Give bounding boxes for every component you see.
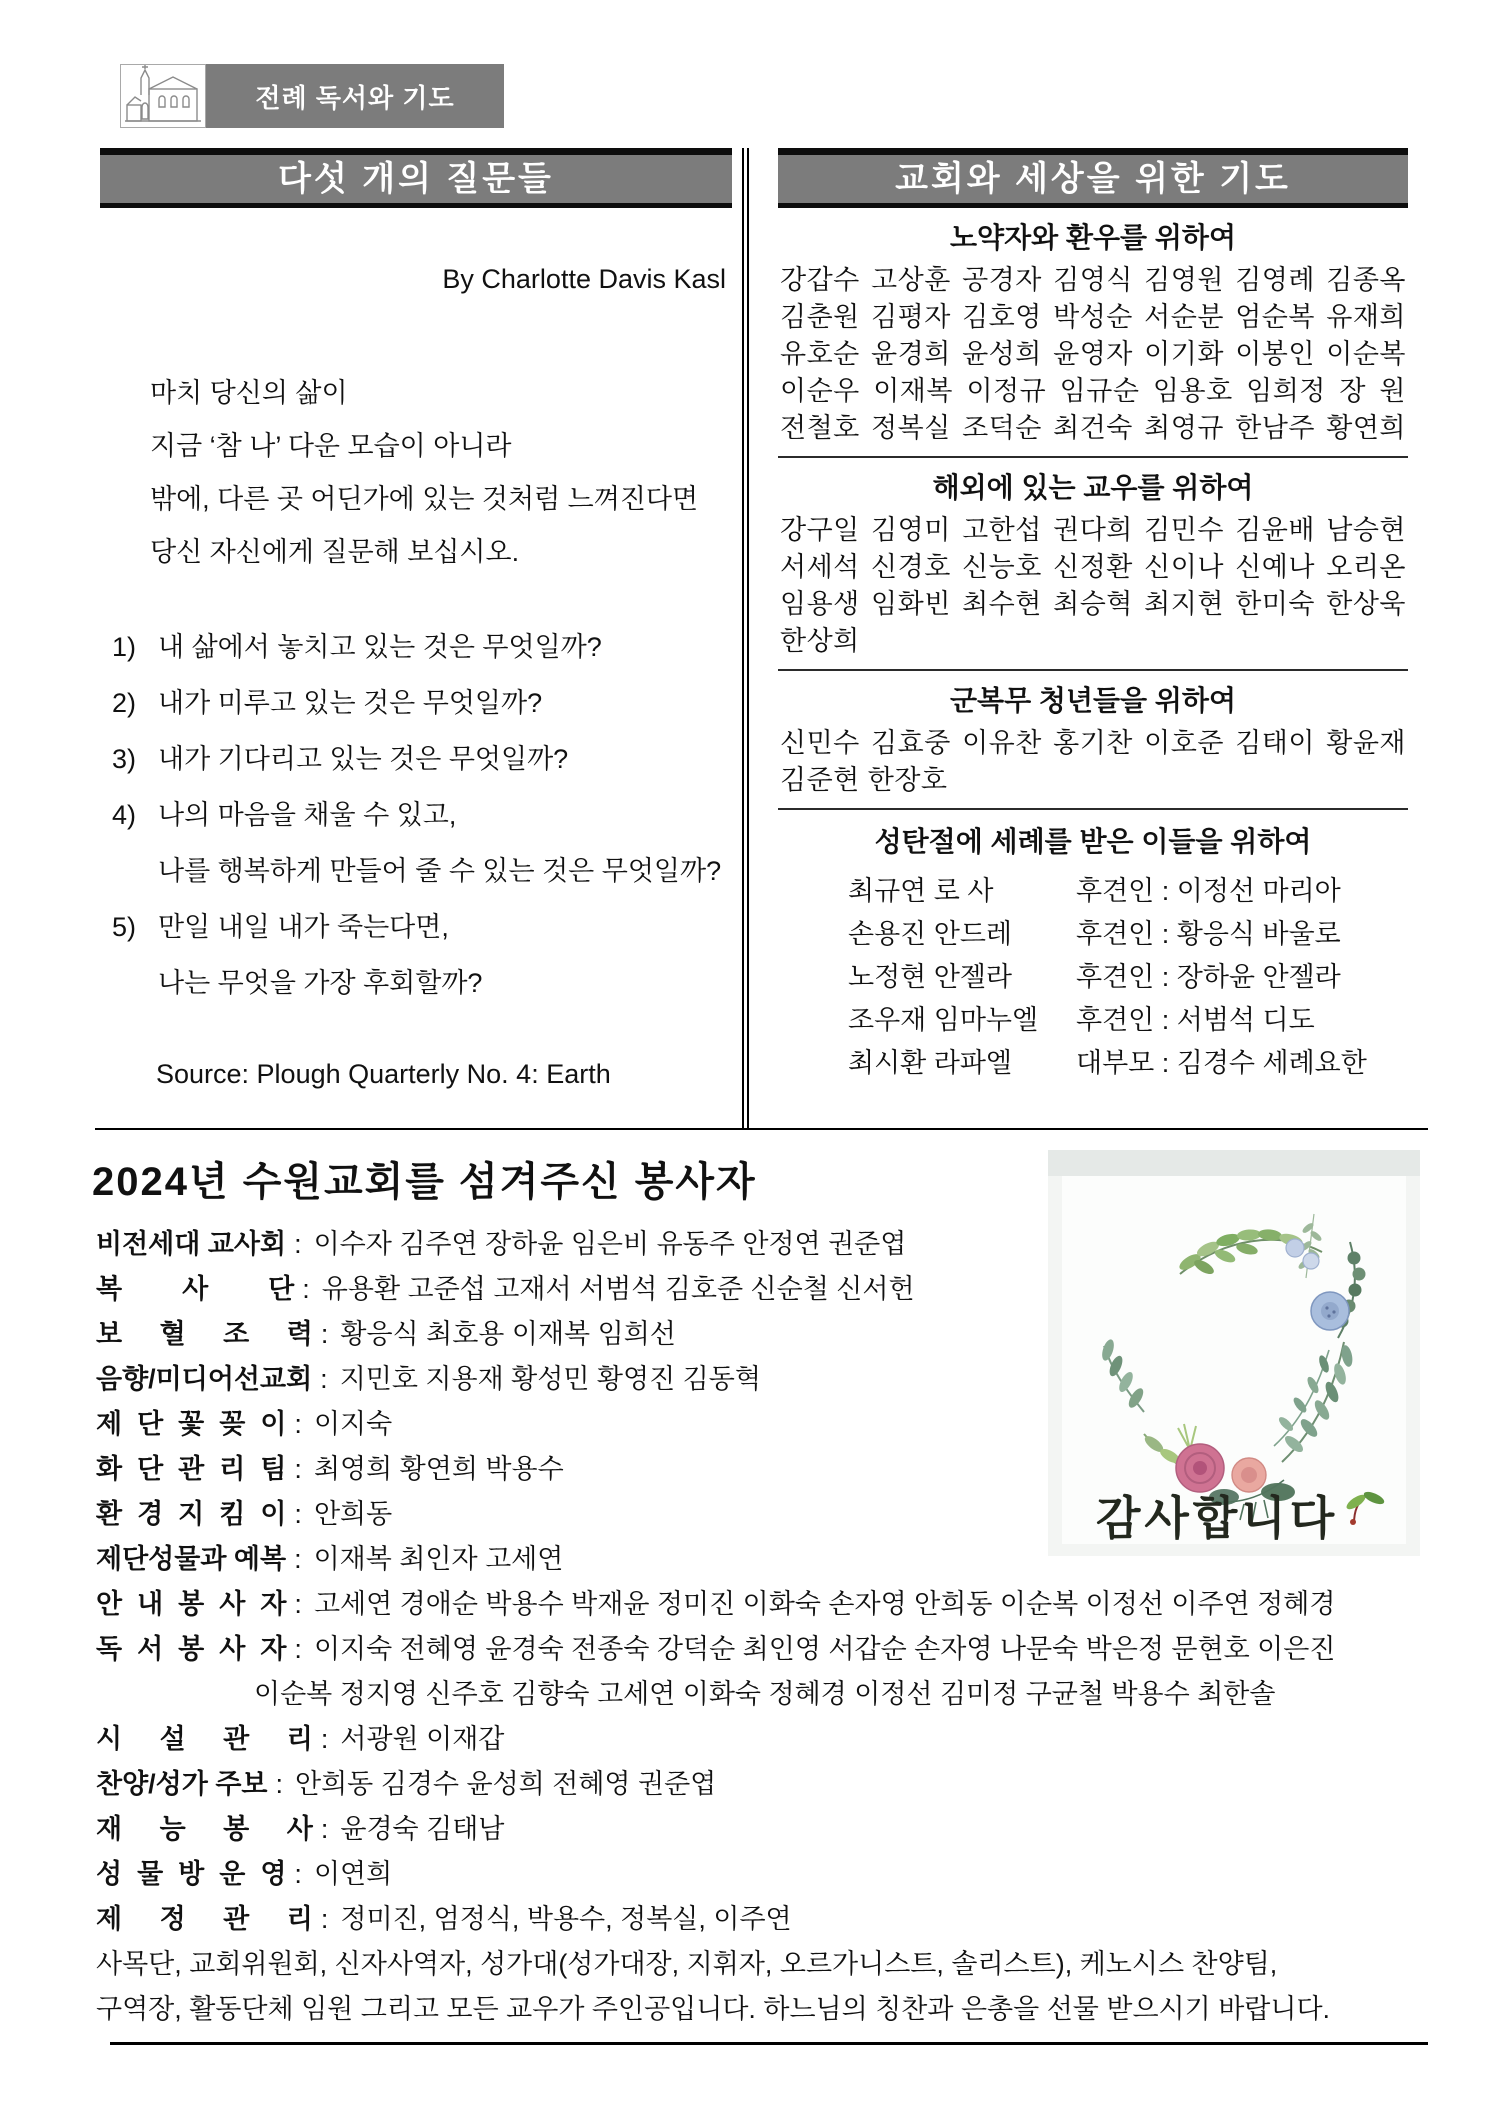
baptism-row <box>848 870 1408 913</box>
question-line: 나를 행복하게 만들어 줄 수 있는 것은 무엇일까? <box>158 856 722 886</box>
five-questions-column <box>100 148 732 1090</box>
baptized-name: 노정현 안젤라 <box>848 962 1012 992</box>
poem-line: 마치 당신의 삶이 <box>150 378 348 408</box>
left-column-title: 다섯 개의 질문들 <box>100 148 732 208</box>
volunteer-names: 안희동 <box>313 1499 393 1529</box>
volunteer-names: 안희동 김경수 윤성희 전혜영 권준엽 <box>295 1769 717 1799</box>
question-number: 3) <box>112 744 137 774</box>
baptism-section <box>778 810 1408 1085</box>
sponsor-name: 대부모 : 김경수 세례요한 <box>1076 1048 1367 1078</box>
colon-separator: : <box>320 1904 329 1934</box>
volunteer-role-label: 독 서 봉 사 자 <box>96 1634 287 1664</box>
volunteer-names: 정미진, 엄정식, 박용수, 정복실, 이주연 <box>340 1904 792 1934</box>
header-badge <box>206 64 504 128</box>
volunteer-row <box>96 1627 1436 1672</box>
prayer-section-heading: 군복무 청년들을 위하여 <box>949 685 1237 716</box>
baptism-row <box>848 999 1408 1042</box>
prayer-section <box>778 458 1408 671</box>
baptism-heading: 성탄절에 세례를 받은 이들을 위하여 <box>874 826 1312 857</box>
volunteer-names: 유용환 고준섭 고재서 서범석 김호준 신순철 신서헌 <box>321 1274 915 1304</box>
closing-paragraph-line: 사목단, 교회위원회, 신자사역자, 성가대(성가대장, 지휘자, 오르가니스트, 솔리스트), 케노시스 찬양팀, <box>96 1949 1278 1979</box>
header-badge-label: 전례 독서와 기도 <box>255 82 455 113</box>
column-divider <box>742 148 749 1130</box>
question-item <box>112 675 732 731</box>
thank-you-calligraphy: 감사합니다 <box>1096 1492 1339 1544</box>
question-list <box>100 619 732 1011</box>
volunteer-role-label: 성 물 방 운 영 <box>96 1859 287 1889</box>
question-item <box>112 731 732 787</box>
question-lines <box>158 787 721 899</box>
volunteer-role-label: 제 단 꽃 꽂 이 <box>96 1409 287 1439</box>
volunteer-role-label: 보 혈 조 력 <box>96 1319 313 1349</box>
question-lines <box>158 675 542 731</box>
colon-separator: : <box>320 1364 328 1394</box>
volunteer-names: 서광원 이재갑 <box>340 1724 505 1754</box>
volunteer-row <box>96 1582 1436 1627</box>
volunteer-names: 이재복 최인자 고세연 <box>313 1544 564 1574</box>
baptized-name: 최규연 로 사 <box>848 876 994 906</box>
prayer-names-line: 신민수 김효중 이유찬 홍기찬 이호준 김태이 황윤재 <box>780 728 1406 758</box>
volunteer-names: 이연희 <box>313 1859 393 1889</box>
question-line: 나의 마음을 채울 수 있고, <box>158 800 457 830</box>
prayer-names-line: 강구일 김영미 고한섭 권다희 김민수 김윤배 남승현 <box>780 515 1406 545</box>
colon-separator: : <box>294 1589 302 1619</box>
volunteer-role-label: 비전세대 교사회 <box>96 1229 287 1259</box>
volunteer-role-label: 음향/미디어선교회 <box>96 1364 313 1394</box>
closing-paragraph-line: 구역장, 활동단체 임원 그리고 모든 교우가 주인공입니다. 하느님의 칭찬과 은총을 선물 받으시기 바랍니다. <box>96 1994 1331 2024</box>
peach-rose <box>1232 1458 1266 1492</box>
author-byline: By Charlotte Davis Kasl <box>442 264 726 294</box>
pink-rose <box>1176 1444 1224 1492</box>
question-line: 내 삶에서 놓치고 있는 것은 무엇일까? <box>158 632 602 662</box>
volunteer-names: 이지숙 <box>313 1409 393 1439</box>
poem-line: 당신 자신에게 질문해 보십시오. <box>150 537 520 567</box>
colon-separator: : <box>320 1724 329 1754</box>
question-lines <box>158 619 602 675</box>
prayer-names-line: 서세석 신경호 신능호 신정환 신이나 신예나 오리온 <box>780 552 1406 582</box>
poem-line: 지금 ‘참 나’ 다운 모습이 아니라 <box>150 431 512 461</box>
baptized-name: 조우재 임마누엘 <box>848 1005 1039 1035</box>
volunteer-role-label: 복 사 단 <box>96 1274 295 1304</box>
sponsor-name: 후견인 : 황응식 바울로 <box>1076 919 1341 949</box>
prayer-section-heading: 노약자와 환우를 위하여 <box>949 222 1237 253</box>
baptism-row <box>848 956 1408 999</box>
volunteer-role-label: 시 설 관 리 <box>96 1724 313 1754</box>
volunteer-role-label: 환 경 지 킴 이 <box>96 1499 287 1529</box>
prayer-names-line: 전철호 정복실 조덕순 최건숙 최영규 한남주 황연희 <box>780 413 1406 443</box>
volunteer-role-label: 안 내 봉 사 자 <box>96 1589 287 1619</box>
question-line: 만일 내일 내가 죽는다면, <box>158 912 449 942</box>
prayer-names-line: 이순우 이재복 이정규 임규순 임용호 임희정 장 원 <box>780 376 1406 406</box>
volunteer-role-label: 찬양/성가 주보 <box>96 1769 268 1799</box>
volunteer-names: 이지숙 전혜영 윤경숙 전종숙 강덕순 최인영 서갑순 손자영 나문숙 박은정 문현호 이은진 <box>313 1634 1336 1664</box>
question-number: 5) <box>112 912 137 942</box>
volunteer-names: 지민호 지용재 황성민 황영진 김동혁 <box>339 1364 761 1394</box>
question-number: 4) <box>112 800 137 830</box>
section-divider-rule <box>95 1128 1428 1130</box>
volunteer-row <box>96 1897 1436 1942</box>
prayer-names-line: 김춘원 김평자 김호영 박성순 서순분 엄순복 유재희 <box>780 302 1406 332</box>
volunteer-names: 황응식 최호용 이재복 임희선 <box>340 1319 676 1349</box>
volunteer-role-label: 제 정 관 리 <box>96 1904 313 1934</box>
question-item <box>112 787 732 899</box>
volunteer-role-label: 재 능 봉 사 <box>96 1814 313 1844</box>
colon-separator: : <box>294 1454 302 1484</box>
prayers-column <box>778 148 1408 1085</box>
baptism-rows <box>778 870 1408 1085</box>
sponsor-name: 후견인 : 서범석 디도 <box>1076 1005 1315 1035</box>
page-header <box>120 64 504 128</box>
poem <box>100 367 732 579</box>
question-line: 내가 기다리고 있는 것은 무엇일까? <box>158 744 569 774</box>
prayer-section-heading: 해외에 있는 교우를 위하여 <box>932 472 1254 503</box>
volunteer-role-label: 화 단 관 리 팀 <box>96 1454 287 1484</box>
baptized-name: 손용진 안드레 <box>848 919 1012 949</box>
question-lines <box>158 731 568 787</box>
right-column-title: 교회와 세상을 위한 기도 <box>778 148 1408 208</box>
prayer-names-line: 한상희 <box>780 626 860 656</box>
volunteer-row <box>96 1762 1436 1807</box>
volunteers-title: 2024년 수원교회를 섬겨주신 봉사자 <box>92 1160 757 1204</box>
volunteer-row <box>96 1717 1436 1762</box>
thank-you-artwork <box>1048 1150 1420 1556</box>
question-item <box>112 899 732 1011</box>
volunteer-role-label: 제단성물과 예복 <box>96 1544 287 1574</box>
colon-separator: : <box>294 1229 302 1259</box>
question-line: 나는 무엇을 가장 후회할까? <box>158 968 483 998</box>
baptized-name: 최시환 라파엘 <box>848 1048 1012 1078</box>
bottom-rule <box>110 2042 1428 2045</box>
colon-separator: : <box>320 1319 329 1349</box>
volunteer-row <box>96 1807 1436 1852</box>
sponsor-name: 후견인 : 이정선 마리아 <box>1076 876 1341 906</box>
volunteer-names-continued: 이순복 정지영 신주호 김향숙 고세연 이화숙 정혜경 이정선 김미정 구균철 박용수 최한솔 <box>254 1679 1276 1709</box>
volunteer-row <box>96 1852 1436 1897</box>
colon-separator: : <box>275 1769 284 1799</box>
volunteer-names: 고세연 경애순 박용수 박재윤 정미진 이화숙 손자영 안희동 이순복 이정선 이주연 정혜경 <box>313 1589 1336 1619</box>
poem-line: 밖에, 다른 곳 어딘가에 있는 것처럼 느껴진다면 <box>150 484 699 514</box>
prayer-names-line: 김준현 한장호 <box>780 765 948 795</box>
question-number: 2) <box>112 688 137 718</box>
baptism-row <box>848 1042 1408 1085</box>
volunteer-names: 이수자 김주연 장하윤 임은비 유동주 안정연 권준엽 <box>313 1229 907 1259</box>
prayer-names-line: 강갑수 고상훈 공경자 김영식 김영원 김영례 김종옥 <box>780 265 1406 295</box>
church-icon <box>120 64 206 128</box>
prayer-names-line: 임용생 임화빈 최수현 최승혁 최지현 한미숙 한상욱 <box>780 589 1406 619</box>
prayer-names-line: 유호순 윤경희 윤성희 윤영자 이기화 이봉인 이순복 <box>780 339 1406 369</box>
colon-separator: : <box>294 1499 302 1529</box>
question-number: 1) <box>112 632 137 662</box>
baptism-row <box>848 913 1408 956</box>
prayer-section <box>778 671 1408 810</box>
colon-separator: : <box>302 1274 310 1304</box>
sponsor-name: 후견인 : 장하윤 안젤라 <box>1076 962 1341 992</box>
question-item <box>112 619 732 675</box>
volunteer-names: 최영희 황연희 박용수 <box>313 1454 564 1484</box>
source-note: Source: Plough Quarterly No. 4: Earth <box>156 1059 611 1089</box>
prayer-sections <box>778 208 1408 810</box>
colon-separator: : <box>294 1544 302 1574</box>
prayer-section <box>778 208 1408 458</box>
colon-separator: : <box>294 1859 302 1889</box>
question-line: 내가 미루고 있는 것은 무엇일까? <box>158 688 543 718</box>
question-lines <box>158 899 482 1011</box>
colon-separator: : <box>294 1409 302 1439</box>
colon-separator: : <box>320 1814 329 1844</box>
volunteer-names: 윤경숙 김태남 <box>340 1814 505 1844</box>
colon-separator: : <box>294 1634 302 1664</box>
